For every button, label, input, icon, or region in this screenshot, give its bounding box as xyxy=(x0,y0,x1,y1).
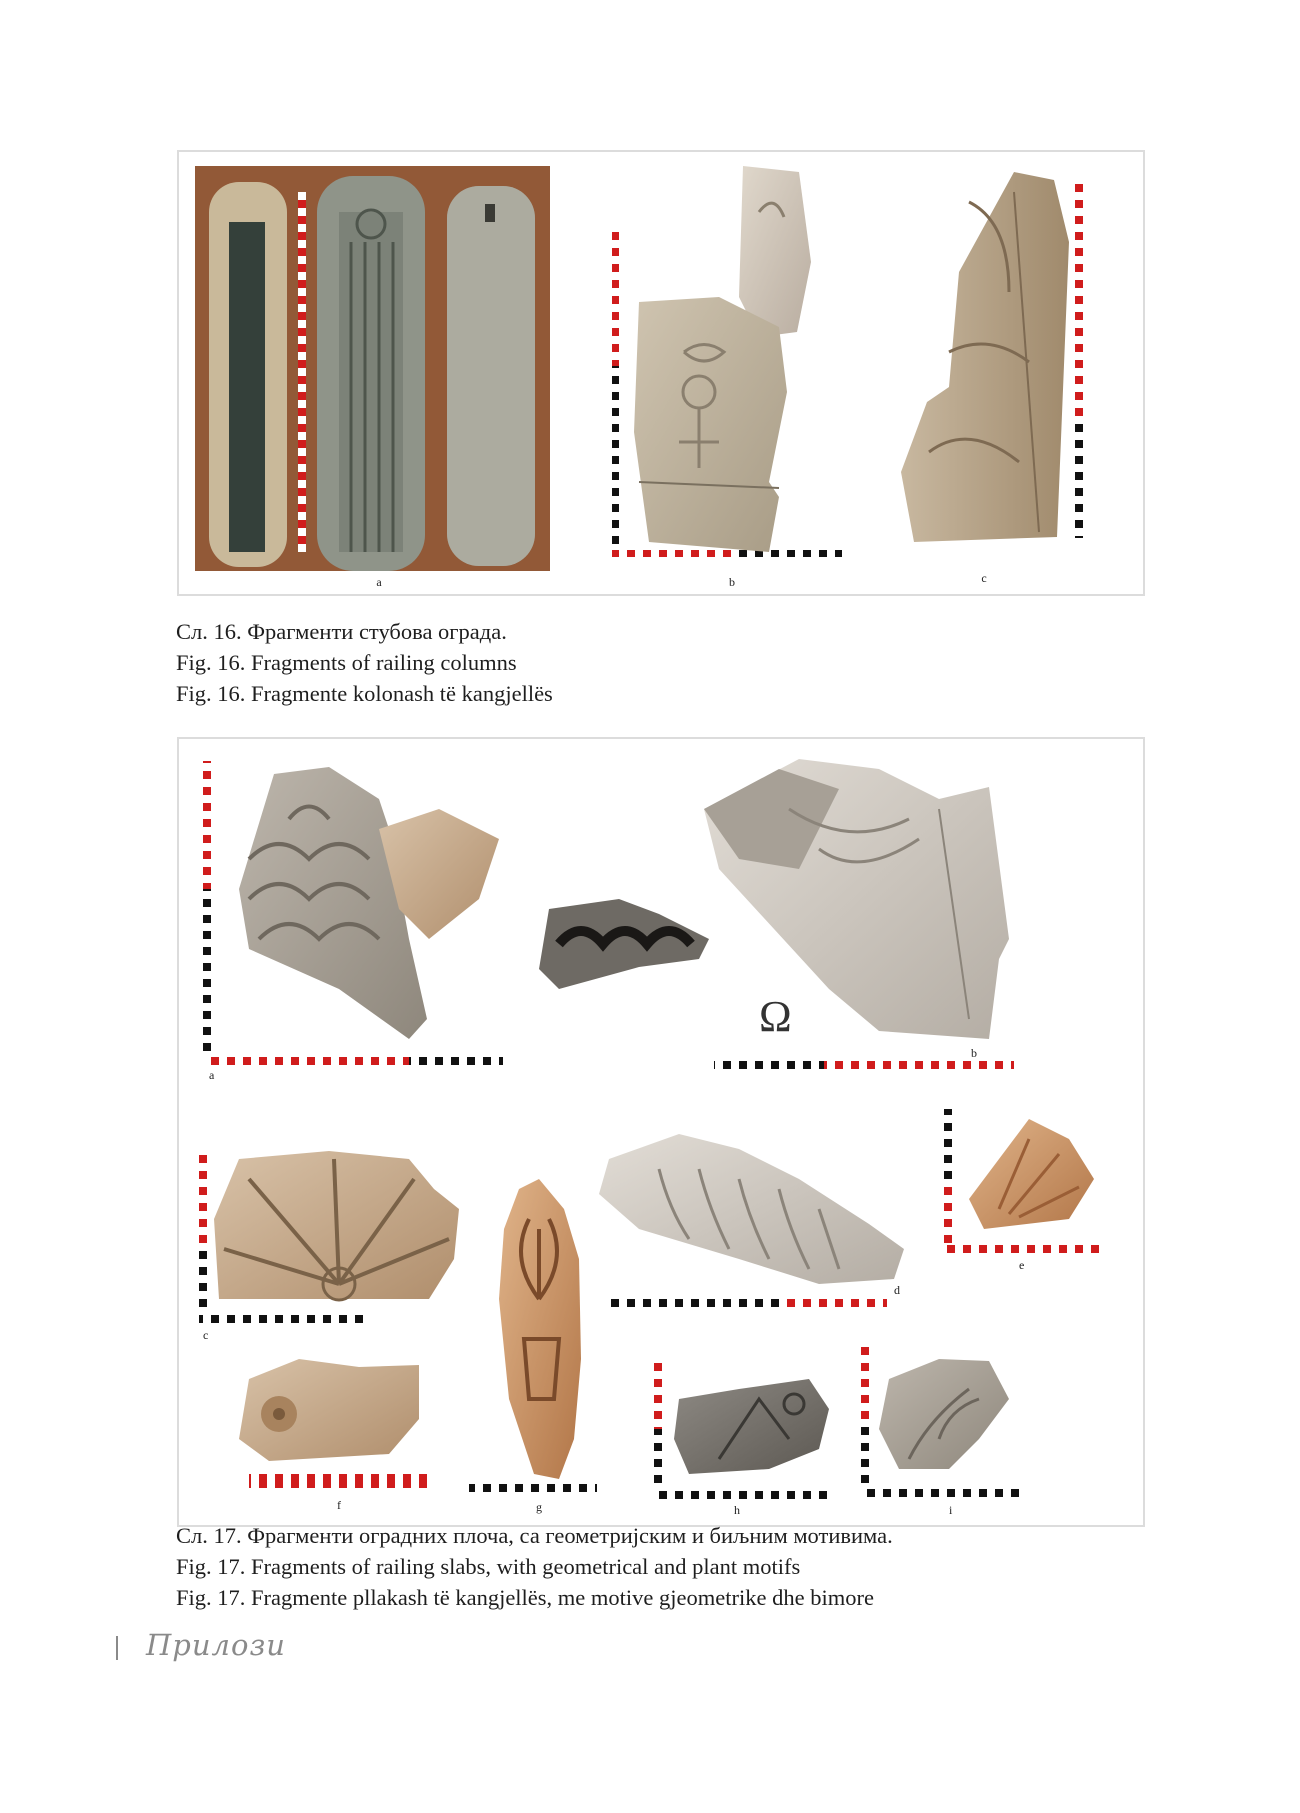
fig17-label-d: d xyxy=(894,1283,900,1297)
fig17-photo-b xyxy=(704,759,1014,1069)
figure-17-caption xyxy=(176,1520,893,1613)
figure-16-panel xyxy=(177,150,1145,596)
fig16-label-a: a xyxy=(376,575,382,589)
fig17-label-f: f xyxy=(337,1498,341,1512)
figure-17-panel xyxy=(177,737,1145,1527)
caption-serbian: Сл. 16. Фрагменти стубова ограда. xyxy=(176,619,507,644)
caption-albanian: Fig. 16. Fragmente kolonash të kangjellës xyxy=(176,681,553,706)
figure-16-caption xyxy=(176,616,553,709)
fig17-label-c: c xyxy=(203,1328,209,1342)
fig16-photo-b xyxy=(612,166,842,557)
footer-divider xyxy=(116,1636,118,1660)
caption-english: Fig. 17. Fragments of railing slabs, with geometrical and plant motifs xyxy=(176,1554,801,1579)
fig17-label-g: g xyxy=(536,1500,542,1514)
fig17-photo-e xyxy=(944,1109,1104,1253)
caption-serbian: Сл. 17. Фрагменти оградних плоча, са геометријским и биљним мотивима. xyxy=(176,1523,893,1548)
fig17-label-e: e xyxy=(1019,1258,1025,1272)
fig17-photo-i xyxy=(861,1339,1021,1497)
fig16-label-c: c xyxy=(981,571,987,585)
fig16-label-b: b xyxy=(729,575,735,589)
fig16-photo-c xyxy=(901,172,1083,542)
caption-english: Fig. 16. Fragments of railing columns xyxy=(176,650,517,675)
fig16-photo-a xyxy=(195,166,550,571)
fig17-photo-arcs xyxy=(539,899,709,989)
fig17-photo-f xyxy=(239,1359,429,1488)
fig17-label-b: b xyxy=(971,1046,977,1060)
fig17-label-a: a xyxy=(209,1068,215,1082)
fig17-photo-c xyxy=(199,1149,459,1323)
fig17-photo-d xyxy=(599,1134,904,1307)
fig17-photo-g xyxy=(469,1179,597,1492)
fig17-photo-a xyxy=(203,761,503,1065)
fig17-photo-h xyxy=(654,1359,834,1499)
figure-17-photos xyxy=(179,739,1143,1525)
omega-symbol: Ω xyxy=(759,992,792,1041)
fig17-label-i: i xyxy=(949,1503,953,1517)
figure-16-photos xyxy=(179,152,1143,594)
fig17-label-h: h xyxy=(734,1503,740,1517)
caption-albanian: Fig. 17. Fragmente pllakash të kangjellës, me motive gjeometrike dhe bimore xyxy=(176,1585,874,1610)
footer-section-title: Прилози xyxy=(146,1628,286,1662)
